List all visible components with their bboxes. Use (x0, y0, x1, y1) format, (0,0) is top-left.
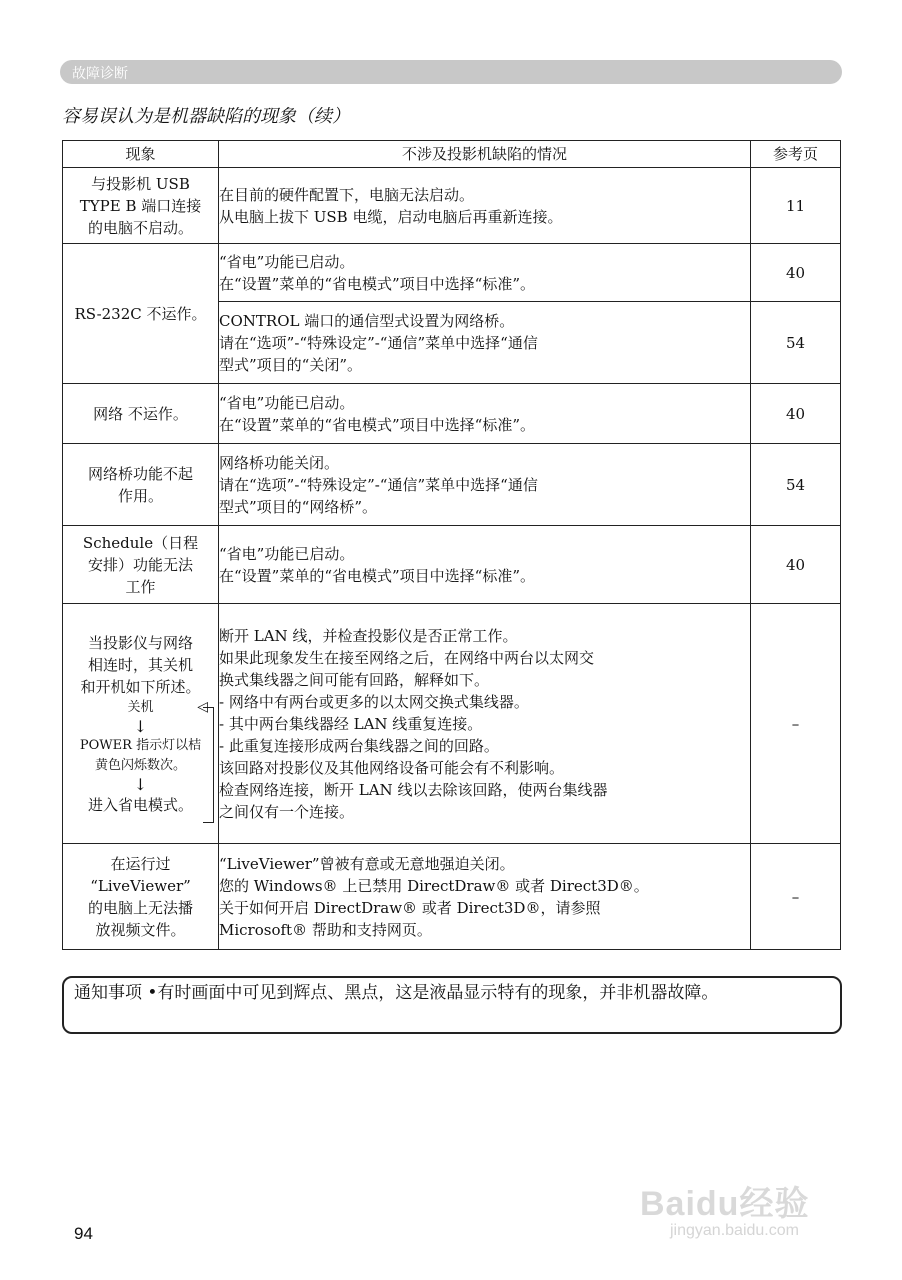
situation-line: 在“设置”菜单的“省电模式”项目中选择“标准”。 (219, 566, 536, 585)
situation-cell (219, 244, 751, 302)
reference-page: – (751, 844, 841, 950)
down-arrow-icon: ↓ (133, 774, 148, 794)
situation-line: 换式集线器之间可能有回路，解释如下。 (219, 670, 490, 689)
situation-line: 检查网络连接，断开 LAN 线以去除该回路，使两台集线器 (219, 780, 608, 799)
situation-line: 从电脑上拔下 USB 电缆，启动电脑后再重新连接。 (219, 207, 563, 226)
situation-line: “省电”功能已启动。 (219, 252, 355, 271)
reference-page: 40 (751, 526, 841, 604)
flow-step: 黄色闪烁数次。 (94, 757, 186, 773)
table-row (63, 526, 841, 604)
situation-cell (219, 168, 751, 244)
symptom-cell (63, 604, 219, 844)
situation-cell (219, 526, 751, 604)
symptom-line: 在运行过 (110, 854, 171, 873)
table-row (63, 444, 841, 526)
situation-cell (219, 844, 751, 950)
header-reference: 参考页 (751, 141, 841, 168)
situation-line: 在目前的硬件配置下，电脑无法启动。 (219, 185, 475, 204)
table-row (63, 168, 841, 244)
situation-cell (219, 384, 751, 444)
symptom-line: TYPE B 端口连接 (79, 196, 202, 215)
troubleshooting-table (62, 140, 841, 950)
situation-line: Microsoft® 帮助和支持网页。 (219, 920, 432, 939)
situation-line: “LiveViewer”曾被有意或无意地强迫关闭。 (219, 854, 515, 873)
loop-arrow-icon: ◁ (197, 698, 208, 715)
table-row (63, 384, 841, 444)
down-arrow-icon: ↓ (133, 716, 148, 736)
reference-page: 54 (751, 444, 841, 526)
situation-line: CONTROL 端口的通信型式设置为网络桥。 (219, 311, 515, 330)
situation-line: 在“设置”菜单的“省电模式”项目中选择“标准”。 (219, 274, 536, 293)
symptom-line: 工作 (125, 577, 156, 596)
situation-line: “省电”功能已启动。 (219, 544, 355, 563)
loop-line-icon (203, 707, 214, 823)
table-row (63, 604, 841, 844)
symptom-line: 的电脑不启动。 (87, 218, 193, 237)
watermark-url: jingyan.baidu.com (670, 1222, 799, 1239)
situation-line: - 其中两台集线器经 LAN 线重复连接。 (219, 714, 483, 733)
flow-step: POWER 指示灯以桔 (79, 737, 202, 753)
symptom-line: Schedule（日程 (82, 533, 199, 552)
reference-page: – (751, 604, 841, 844)
situation-line: 在“设置”菜单的“省电模式”项目中选择“标准”。 (219, 415, 536, 434)
situation-line: - 此重复连接形成两台集线器之间的回路。 (219, 736, 499, 755)
symptom-line: 与投影机 USB (91, 174, 190, 193)
symptom-line: 作用。 (117, 486, 163, 505)
symptom-cell (63, 444, 219, 526)
watermark-logo: Baidu经验 (640, 1185, 810, 1223)
page-number: 94 (74, 1224, 93, 1243)
reference-page: 11 (751, 168, 841, 244)
watermark (640, 1156, 840, 1239)
reference-page: 54 (751, 302, 841, 384)
situation-line: 型式”项目的“网络桥”。 (219, 497, 378, 516)
situation-line: 断开 LAN 线，并检查投影仪是否正常工作。 (219, 626, 518, 645)
symptom-line: 安排）功能无法 (87, 555, 193, 574)
symptom-line: 网络桥功能不起 (87, 464, 193, 483)
flow-step: 关机 (127, 699, 154, 715)
symptom-line: 的电脑上无法播 (87, 898, 193, 917)
symptom-cell (63, 168, 219, 244)
table-row (63, 844, 841, 950)
symptom-line: 相连时，其关机 (87, 655, 193, 674)
power-flow-diagram (63, 698, 218, 816)
section-title: 故障诊断 (72, 66, 128, 82)
situation-line: 型式”项目的“关闭”。 (219, 355, 363, 374)
page-title: 容易误认为是机器缺陷的现象（续） (62, 106, 350, 127)
situation-line: 请在“选项”-“特殊设定”-“通信”菜单中选择“通信 (219, 333, 538, 352)
situation-line: 该回路对投影仪及其他网络设备可能会有不利影响。 (219, 758, 565, 777)
header-symptom: 现象 (63, 141, 219, 168)
situation-line: “省电”功能已启动。 (219, 393, 355, 412)
symptom-cell: 网络 不运作。 (63, 384, 219, 444)
situation-cell (219, 302, 751, 384)
situation-line: 请在“选项”-“特殊设定”-“通信”菜单中选择“通信 (219, 475, 538, 494)
reference-page: 40 (751, 244, 841, 302)
reference-page: 40 (751, 384, 841, 444)
situation-line: - 网络中有两台或更多的以太网交换式集线器。 (219, 692, 529, 711)
situation-line: 网络桥功能关闭。 (219, 453, 340, 472)
symptom-line: 当投影仪与网络 (87, 633, 193, 652)
symptom-line: 放视频文件。 (95, 920, 186, 939)
symptom-cell (63, 844, 219, 950)
situation-cell (219, 604, 751, 844)
section-header-bar (60, 60, 842, 84)
situation-line: 您的 Windows® 上已禁用 DirectDraw® 或者 Direct3D®。 (219, 876, 649, 895)
situation-line: 如果此现象发生在接至网络之后，在网络中两台以太网交 (219, 648, 595, 667)
situation-line: 之间仅有一个连接。 (219, 802, 355, 821)
symptom-line: 和开机如下所述。 (80, 677, 201, 696)
situation-cell (219, 444, 751, 526)
flow-step: 进入省电模式。 (87, 795, 193, 814)
table-header-row (63, 141, 841, 168)
symptom-line: “LiveViewer” (90, 876, 191, 895)
symptom-cell (63, 526, 219, 604)
symptom-cell: RS-232C 不运作。 (63, 244, 219, 384)
situation-line: 关于如何开启 DirectDraw® 或者 Direct3D®，请参照 (219, 898, 601, 917)
header-situation: 不涉及投影机缺陷的情况 (219, 141, 751, 168)
notice-box: 通知事项 •有时画面中可见到辉点、黑点，这是液晶显示特有的现象，并非机器故障。 (62, 976, 842, 1034)
table-row (63, 244, 841, 302)
